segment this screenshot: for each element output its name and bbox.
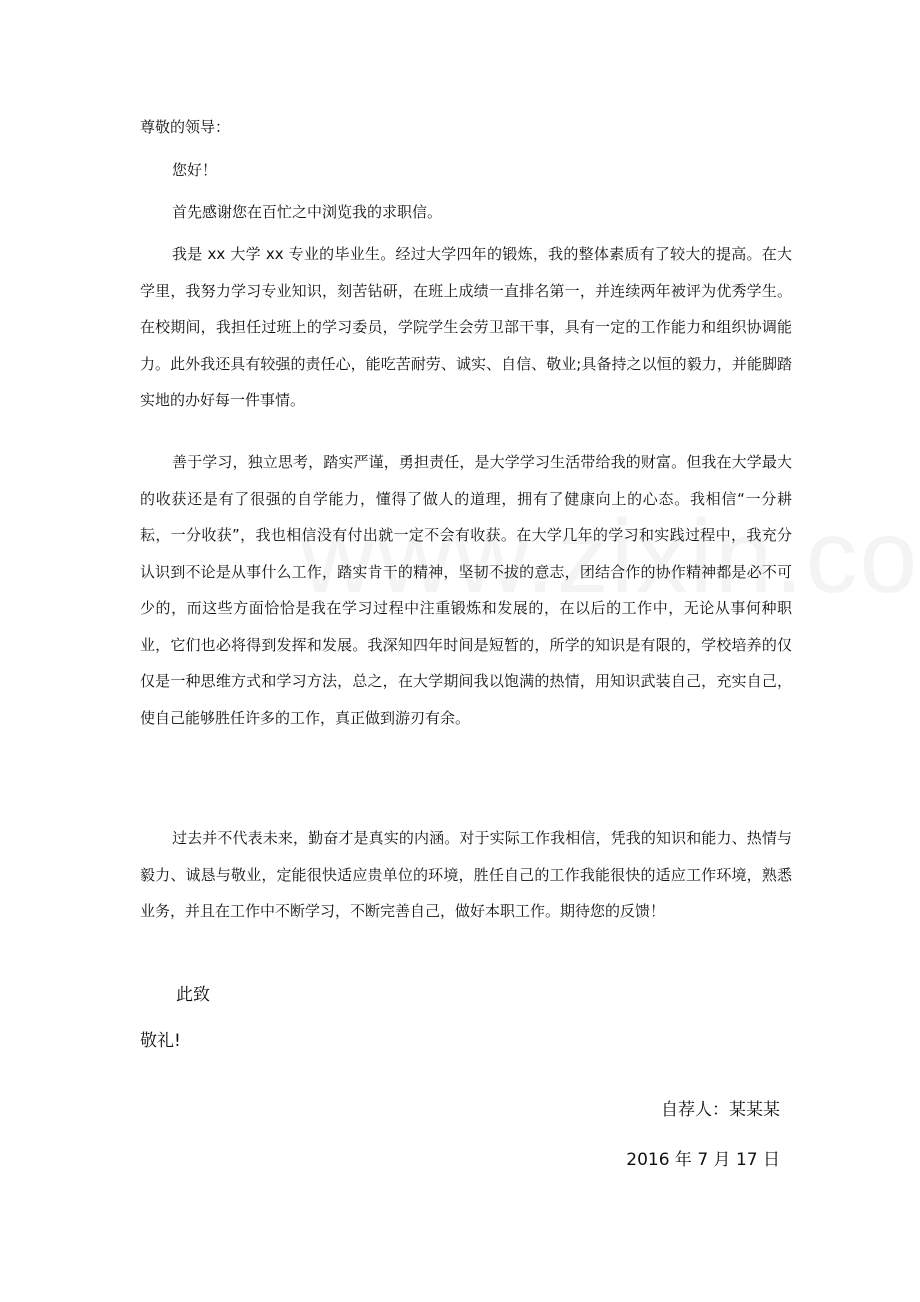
letter-regards: 敬礼! [140,1031,181,1051]
body-paragraph-learning: 善于学习，独立思考，踏实严谨，勇担责任，是大学学习生活带给我的财富。但我在大学最大的收获还是有了很强的自学能力，懂得了做人的道理，拥有了健康向上的心态。我相信“一分耕耘，一分收获”，我也相信没有付出就一定不会有收获。在大学几年的学习和实践过程中，我充分认识到不论是从事什么工作，踏实肯干的精神，坚韧不拔的意志，团结合作的协作精神都是必不可少的，而这些方面恰恰是我在学习过程中注重锻炼和发展的，在以后的工作中，无论从事何种职业，它们也必将得到发挥和发展。我深知四年时间是短暂的，所学的知识是有限的，学校培养的仅仅是一种思维方式和学习方法，总之，在大学期间我以饱满的热情，用知识武装自己，充实自己，使自己能够胜任许多的工作，真正做到游刃有余。 [140,453,792,727]
signature-name: 自荐人：某某某 [661,1100,780,1120]
letter-thanks: 首先感谢您在百忙之中浏览我的求职信。 [172,203,443,221]
letter-greeting: 您好！ [172,161,218,179]
letter-closing: 此致 [176,985,210,1005]
letter-salutation: 尊敬的领导： [140,118,231,136]
body-paragraph-education: 我是 xx 大学 xx 专业的毕业生。经过大学四年的锻炼，我的整体素质有了较大的提高。在大学里，我努力学习专业知识，刻苦钻研，在班上成绩一直排名第一，并连续两年被评为优秀学生。在校期间，我担任过班上的学习委员，学院学生会劳卫部干事，具有一定的工作能力和组织协调能力。此外我还具有较强的责任心，能吃苦耐劳、诚实、自信、敬业;具备持之以恒的毅力，并能脚踏实地的办好每一件事情。 [140,245,792,409]
body-paragraph-future: 过去并不代表未来，勤奋才是真实的内涵。对于实际工作我相信，凭我的知识和能力、热情与毅力、诚恳与敬业，定能很快适应贵单位的环境，胜任自己的工作我能很快的适应工作环境，熟悉业务，并且在工作中不断学习，不断完善自己，做好本职工作。期待您的反馈！ [140,829,792,920]
signature-date: 2016 年 7 月 17 日 [626,1150,780,1170]
